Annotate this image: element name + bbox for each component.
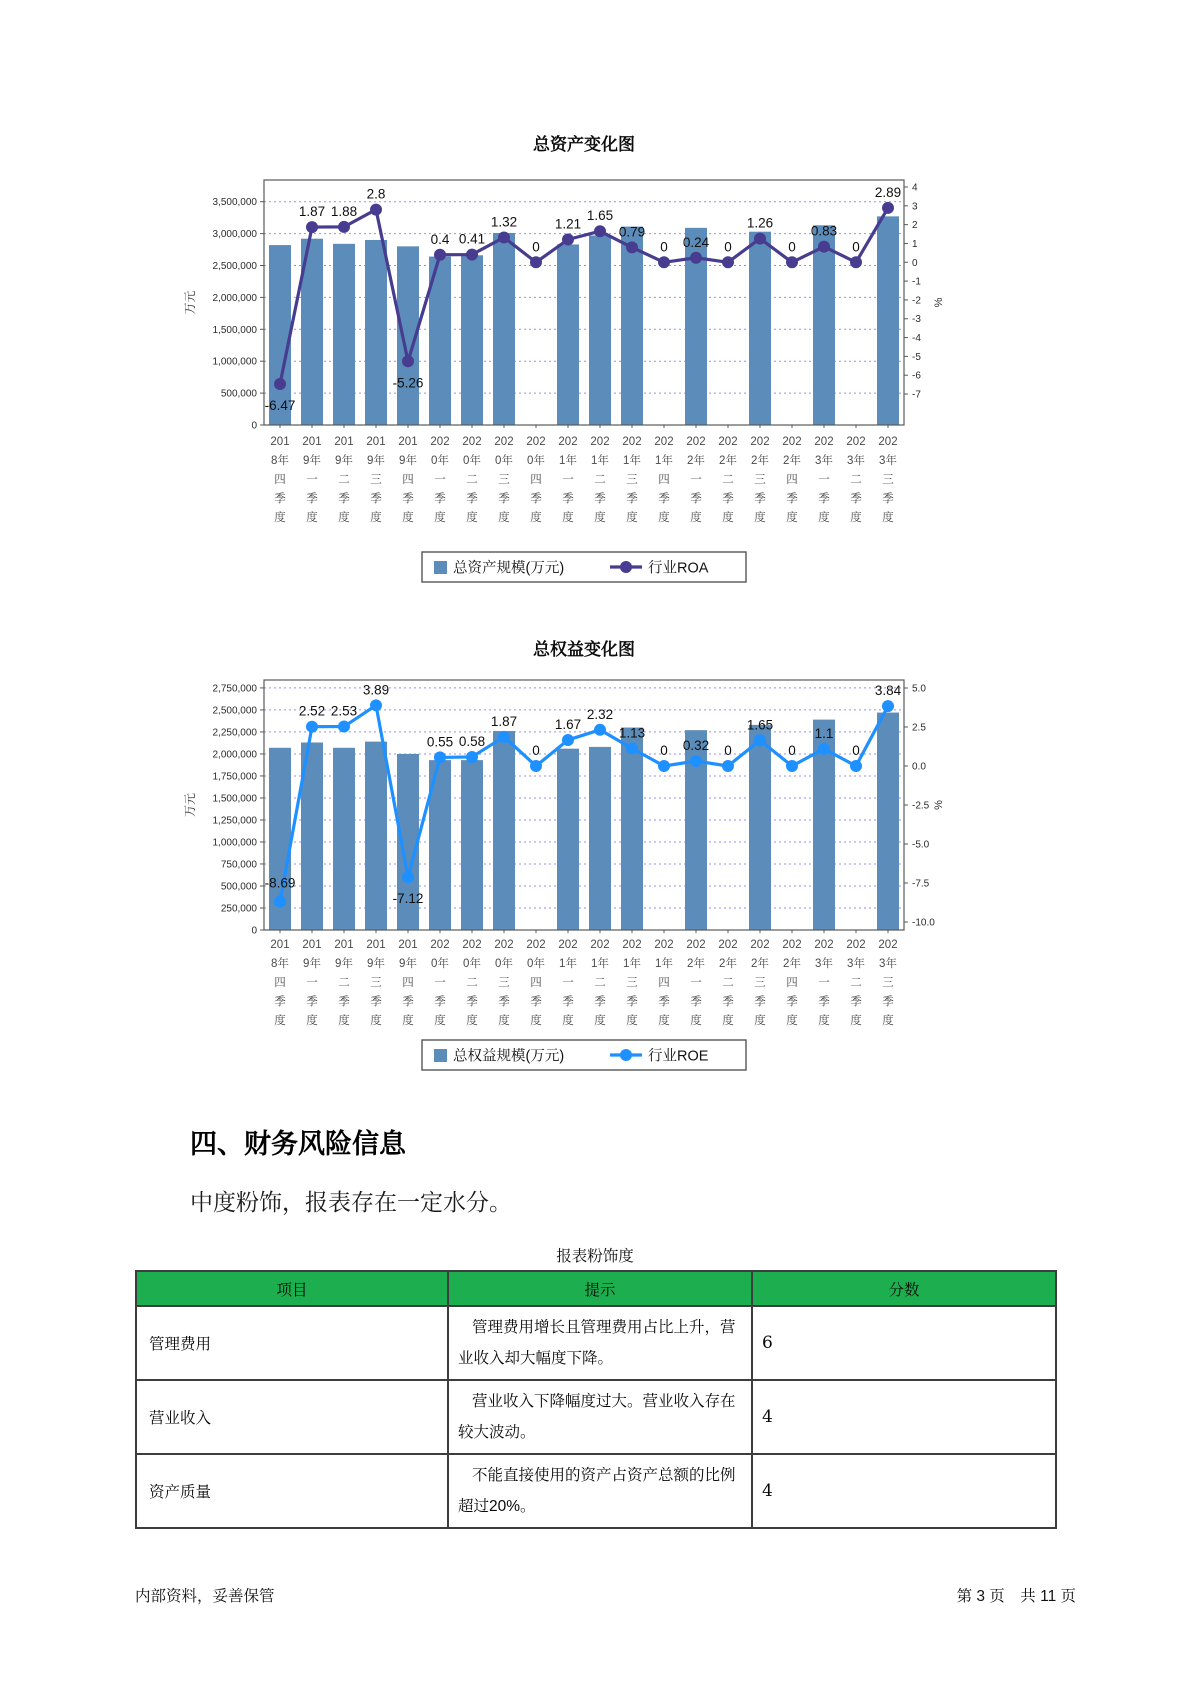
svg-text:2018年四季度: 201 8年四季度 xyxy=(270,939,290,1027)
line-point xyxy=(722,256,734,268)
left-axis-tick-labels xyxy=(213,683,265,936)
bar xyxy=(365,240,387,425)
svg-text:-6: -6 xyxy=(912,370,921,382)
svg-text:总资产规模(万元): 总资产规模(万元) xyxy=(453,560,565,577)
svg-text:0: 0 xyxy=(788,239,796,255)
column-header: 提示 xyxy=(448,1271,752,1306)
right-axis-tick-labels xyxy=(904,183,921,401)
svg-text:2021年二季度: 202 1年二季度 xyxy=(590,939,610,1027)
svg-text:-7: -7 xyxy=(912,389,921,401)
svg-text:%: % xyxy=(933,800,945,810)
svg-text:2021年一季度: 202 1年一季度 xyxy=(558,436,578,524)
line-point xyxy=(850,760,862,772)
line-point xyxy=(498,231,510,243)
svg-text:行业ROA: 行业ROA xyxy=(648,560,709,577)
line-point xyxy=(338,721,350,733)
table-row xyxy=(136,1306,1056,1380)
bar xyxy=(749,725,771,930)
svg-text:2022年二季度: 202 2年二季度 xyxy=(718,939,738,1027)
bar xyxy=(461,255,483,425)
item-cell: 营业收入 xyxy=(136,1380,448,1454)
line-point xyxy=(722,760,734,772)
svg-text:2022年四季度: 202 2年四季度 xyxy=(782,939,802,1027)
svg-text:1,250,000: 1,250,000 xyxy=(212,815,257,827)
line-point xyxy=(370,699,382,711)
svg-text:2023年二季度: 202 3年二季度 xyxy=(846,436,866,524)
line-point xyxy=(818,743,830,755)
svg-text:0.83: 0.83 xyxy=(810,223,838,239)
svg-text:2022年二季度: 202 2年二季度 xyxy=(718,436,738,524)
svg-text:1,000,000: 1,000,000 xyxy=(212,837,257,849)
line-point xyxy=(434,249,446,261)
svg-text:2020年四季度: 202 0年四季度 xyxy=(526,939,546,1027)
svg-text:500,000: 500,000 xyxy=(220,388,257,400)
line-point xyxy=(850,256,862,268)
svg-text:行业ROE: 行业ROE xyxy=(648,1048,709,1065)
svg-text:2020年四季度: 202 0年四季度 xyxy=(526,436,546,524)
x-axis-labels xyxy=(270,436,897,524)
bar xyxy=(621,227,643,425)
bar xyxy=(877,713,899,930)
hint-cell: 不能直接使用的资产占资产总额的比例超过20%。 xyxy=(448,1454,752,1528)
svg-text:1,500,000: 1,500,000 xyxy=(212,324,257,336)
svg-text:2020年三季度: 202 0年三季度 xyxy=(494,436,514,524)
svg-text:-6.47: -6.47 xyxy=(264,398,296,414)
svg-text:2,000,000: 2,000,000 xyxy=(212,292,257,304)
section-heading: 四、财务风险信息 xyxy=(190,1129,406,1159)
line-point xyxy=(562,234,574,246)
bar xyxy=(557,244,579,425)
hint-cell: 营业收入下降幅度过大。营业收入存在较大波动。 xyxy=(448,1380,752,1454)
svg-text:2,500,000: 2,500,000 xyxy=(212,705,257,717)
legend-bar-swatch xyxy=(434,1049,447,1062)
svg-text:2020年一季度: 202 0年一季度 xyxy=(430,436,450,524)
line-point xyxy=(402,871,414,883)
column-header: 分数 xyxy=(752,1271,1056,1306)
svg-text:1.65: 1.65 xyxy=(746,717,774,733)
line-point xyxy=(562,734,574,746)
svg-text:2021年一季度: 202 1年一季度 xyxy=(558,939,578,1027)
chart-title xyxy=(533,134,635,154)
svg-text:2019年一季度: 201 9年一季度 xyxy=(302,436,322,524)
svg-text:1.87: 1.87 xyxy=(490,713,518,729)
score-cell: 6 xyxy=(752,1306,1056,1380)
svg-text:-2: -2 xyxy=(912,295,921,307)
svg-text:2020年二季度: 202 0年二季度 xyxy=(462,939,482,1027)
line-point xyxy=(786,256,798,268)
svg-text:1.87: 1.87 xyxy=(298,204,326,220)
line-point xyxy=(530,760,542,772)
svg-text:2019年三季度: 201 9年三季度 xyxy=(366,436,386,524)
svg-text:2022年三季度: 202 2年三季度 xyxy=(750,939,770,1027)
table-header xyxy=(136,1271,1056,1306)
svg-text:750,000: 750,000 xyxy=(220,859,257,871)
bar xyxy=(810,223,838,425)
line-point xyxy=(754,734,766,746)
svg-text:2022年四季度: 202 2年四季度 xyxy=(782,436,802,524)
bar xyxy=(749,232,771,425)
svg-text:2023年三季度: 202 3年三季度 xyxy=(878,939,898,1027)
bar xyxy=(557,749,579,930)
svg-text:2018年四季度: 201 8年四季度 xyxy=(270,436,290,524)
svg-text:0.4: 0.4 xyxy=(430,231,450,247)
line-point xyxy=(754,233,766,245)
svg-text:2.8: 2.8 xyxy=(366,186,386,202)
svg-text:万元: 万元 xyxy=(183,792,197,818)
legend-bar-swatch xyxy=(434,561,447,574)
line-point xyxy=(274,378,286,390)
svg-text:2.53: 2.53 xyxy=(330,703,358,719)
svg-text:0.41: 0.41 xyxy=(458,231,486,247)
line-point xyxy=(626,241,638,253)
svg-text:1.26: 1.26 xyxy=(746,215,774,231)
bar xyxy=(333,244,355,425)
footer-page-number: 第 3 页 共 11 页 xyxy=(956,1588,1076,1605)
svg-text:-5: -5 xyxy=(912,351,921,363)
svg-text:2021年二季度: 202 1年二季度 xyxy=(590,436,610,524)
svg-text:0: 0 xyxy=(251,420,257,432)
svg-text:0: 0 xyxy=(724,743,732,758)
svg-text:0: 0 xyxy=(532,743,540,758)
bar xyxy=(589,747,611,930)
line-point xyxy=(882,202,894,214)
svg-text:0.58: 0.58 xyxy=(458,733,486,749)
svg-text:-3: -3 xyxy=(912,314,921,326)
right-axis-tick-labels xyxy=(904,684,935,929)
svg-text:2022年一季度: 202 2年一季度 xyxy=(686,436,706,524)
svg-text:2019年三季度: 201 9年三季度 xyxy=(366,939,386,1027)
svg-text:2,000,000: 2,000,000 xyxy=(212,749,257,761)
gridlines xyxy=(264,688,904,908)
line-point xyxy=(594,225,606,237)
svg-text:0.0: 0.0 xyxy=(912,761,926,773)
legend-line-marker xyxy=(620,1049,632,1061)
svg-text:-1: -1 xyxy=(912,276,921,288)
svg-text:0: 0 xyxy=(660,239,668,255)
line-point xyxy=(498,731,510,743)
svg-text:2.52: 2.52 xyxy=(298,703,326,719)
svg-text:1: 1 xyxy=(912,238,918,250)
svg-text:2021年四季度: 202 1年四季度 xyxy=(654,939,674,1027)
svg-text:3: 3 xyxy=(912,201,918,213)
svg-text:1.88: 1.88 xyxy=(330,203,358,219)
svg-text:3.84: 3.84 xyxy=(874,683,902,699)
table-row xyxy=(136,1380,1056,1454)
svg-text:0.24: 0.24 xyxy=(682,234,710,250)
bar-series xyxy=(269,713,899,930)
line-point xyxy=(530,256,542,268)
table-row xyxy=(136,1454,1056,1528)
svg-text:2,500,000: 2,500,000 xyxy=(212,260,257,272)
svg-text:总资产变化图: 总资产变化图 xyxy=(533,135,635,154)
svg-text:-7.12: -7.12 xyxy=(392,891,424,907)
chart-total-equity xyxy=(150,585,970,1085)
bar-series xyxy=(269,216,899,425)
line-point xyxy=(306,721,318,733)
svg-text:2.5: 2.5 xyxy=(912,722,926,734)
line-point xyxy=(658,760,670,772)
svg-text:0: 0 xyxy=(251,925,257,937)
svg-text:2.89: 2.89 xyxy=(874,184,902,200)
svg-text:1.65: 1.65 xyxy=(586,208,614,224)
svg-text:0: 0 xyxy=(724,239,732,255)
svg-text:1.32: 1.32 xyxy=(490,214,518,230)
svg-text:0.79: 0.79 xyxy=(618,224,646,240)
risk-summary-text: 中度粉饰，报表存在一定水分。 xyxy=(190,1190,512,1215)
item-cell: 管理费用 xyxy=(136,1306,448,1380)
masking-score-table xyxy=(135,1270,1057,1529)
line-point xyxy=(882,700,894,712)
svg-text:%: % xyxy=(933,297,945,308)
svg-text:2020年一季度: 202 0年一季度 xyxy=(430,939,450,1027)
svg-text:1.13: 1.13 xyxy=(618,725,646,741)
svg-text:2019年二季度: 201 9年二季度 xyxy=(334,436,354,524)
line-point xyxy=(690,252,702,264)
svg-text:1.21: 1.21 xyxy=(554,216,582,232)
svg-text:500,000: 500,000 xyxy=(220,881,257,893)
svg-text:2021年三季度: 202 1年三季度 xyxy=(622,939,642,1027)
column-header: 项目 xyxy=(136,1271,448,1306)
svg-text:0: 0 xyxy=(660,743,668,758)
svg-text:2,750,000: 2,750,000 xyxy=(212,683,257,695)
line-point xyxy=(338,221,350,233)
legend xyxy=(422,1040,746,1070)
svg-text:0: 0 xyxy=(532,239,540,255)
svg-text:万元: 万元 xyxy=(183,290,197,315)
svg-text:2021年三季度: 202 1年三季度 xyxy=(622,436,642,524)
line-point xyxy=(626,742,638,754)
legend-line-marker xyxy=(620,561,632,573)
left-axis-tick-labels xyxy=(213,197,265,431)
svg-text:1.1: 1.1 xyxy=(814,725,834,741)
svg-text:2022年三季度: 202 2年三季度 xyxy=(750,436,770,524)
x-axis-labels xyxy=(270,939,897,1027)
svg-text:1,750,000: 1,750,000 xyxy=(212,771,257,783)
svg-text:2,250,000: 2,250,000 xyxy=(212,727,257,739)
svg-text:2019年四季度: 201 9年四季度 xyxy=(398,436,418,524)
svg-text:0.55: 0.55 xyxy=(426,734,454,750)
svg-text:-5.26: -5.26 xyxy=(392,375,424,391)
score-cell: 4 xyxy=(752,1380,1056,1454)
line-point xyxy=(370,204,382,216)
hint-cell: 管理费用增长且管理费用占比上升，营业收入却大幅度下降。 xyxy=(448,1306,752,1380)
svg-text:2.32: 2.32 xyxy=(586,706,614,722)
svg-text:4: 4 xyxy=(912,182,918,194)
svg-text:-4: -4 xyxy=(912,333,921,345)
line-point xyxy=(306,221,318,233)
line-point xyxy=(402,355,414,367)
svg-text:0.32: 0.32 xyxy=(682,738,710,754)
line-point xyxy=(818,241,830,253)
svg-text:-10.0: -10.0 xyxy=(912,917,935,929)
svg-text:1.67: 1.67 xyxy=(554,716,582,732)
svg-text:3,500,000: 3,500,000 xyxy=(212,197,257,209)
line-point xyxy=(274,896,286,908)
bar xyxy=(333,748,355,930)
svg-text:2023年二季度: 202 3年二季度 xyxy=(846,939,866,1027)
svg-text:3.89: 3.89 xyxy=(362,682,390,698)
line-point xyxy=(690,755,702,767)
svg-text:5.0: 5.0 xyxy=(912,683,926,695)
svg-text:2019年四季度: 201 9年四季度 xyxy=(398,939,418,1027)
bar xyxy=(493,233,515,425)
svg-text:2023年一季度: 202 3年一季度 xyxy=(814,436,834,524)
chart-total-assets xyxy=(150,120,970,590)
svg-text:-7.5: -7.5 xyxy=(912,878,930,890)
line-point xyxy=(594,724,606,736)
svg-text:3,000,000: 3,000,000 xyxy=(212,229,257,241)
item-cell: 资产质量 xyxy=(136,1454,448,1528)
bar xyxy=(461,760,483,930)
svg-text:-2.5: -2.5 xyxy=(912,800,930,812)
table-caption: 报表粉饰度 xyxy=(556,1248,634,1265)
svg-text:0: 0 xyxy=(852,743,860,758)
svg-text:2: 2 xyxy=(912,220,918,232)
svg-text:2023年三季度: 202 3年三季度 xyxy=(878,436,898,524)
line-point xyxy=(466,751,478,763)
svg-text:-8.69: -8.69 xyxy=(264,875,296,891)
line-point xyxy=(786,760,798,772)
svg-text:总权益变化图: 总权益变化图 xyxy=(533,640,635,659)
line-point xyxy=(466,249,478,261)
svg-text:1,000,000: 1,000,000 xyxy=(212,356,257,368)
svg-text:2020年三季度: 202 0年三季度 xyxy=(494,939,514,1027)
bar xyxy=(877,216,899,425)
svg-text:总权益规模(万元): 总权益规模(万元) xyxy=(453,1048,565,1065)
chart-title xyxy=(533,639,635,659)
bar xyxy=(621,728,643,930)
score-cell: 4 xyxy=(752,1454,1056,1528)
svg-text:0: 0 xyxy=(852,239,860,255)
svg-text:2020年二季度: 202 0年二季度 xyxy=(462,436,482,524)
legend xyxy=(422,552,746,582)
svg-text:2019年二季度: 201 9年二季度 xyxy=(334,939,354,1027)
gridlines xyxy=(264,202,904,393)
svg-text:250,000: 250,000 xyxy=(220,903,257,915)
line-point xyxy=(434,751,446,763)
svg-text:2021年四季度: 202 1年四季度 xyxy=(654,436,674,524)
footer-confidential-note: 内部资料，妥善保管 xyxy=(135,1588,275,1605)
svg-text:2022年一季度: 202 2年一季度 xyxy=(686,939,706,1027)
svg-text:-5.0: -5.0 xyxy=(912,839,930,851)
bar xyxy=(493,731,515,930)
svg-text:2019年一季度: 201 9年一季度 xyxy=(302,939,322,1027)
svg-text:0: 0 xyxy=(912,257,918,269)
svg-text:1,500,000: 1,500,000 xyxy=(212,793,257,805)
svg-text:2023年一季度: 202 3年一季度 xyxy=(814,939,834,1027)
svg-text:0: 0 xyxy=(788,743,796,758)
bar xyxy=(365,742,387,930)
bar xyxy=(589,236,611,425)
line-point xyxy=(658,256,670,268)
